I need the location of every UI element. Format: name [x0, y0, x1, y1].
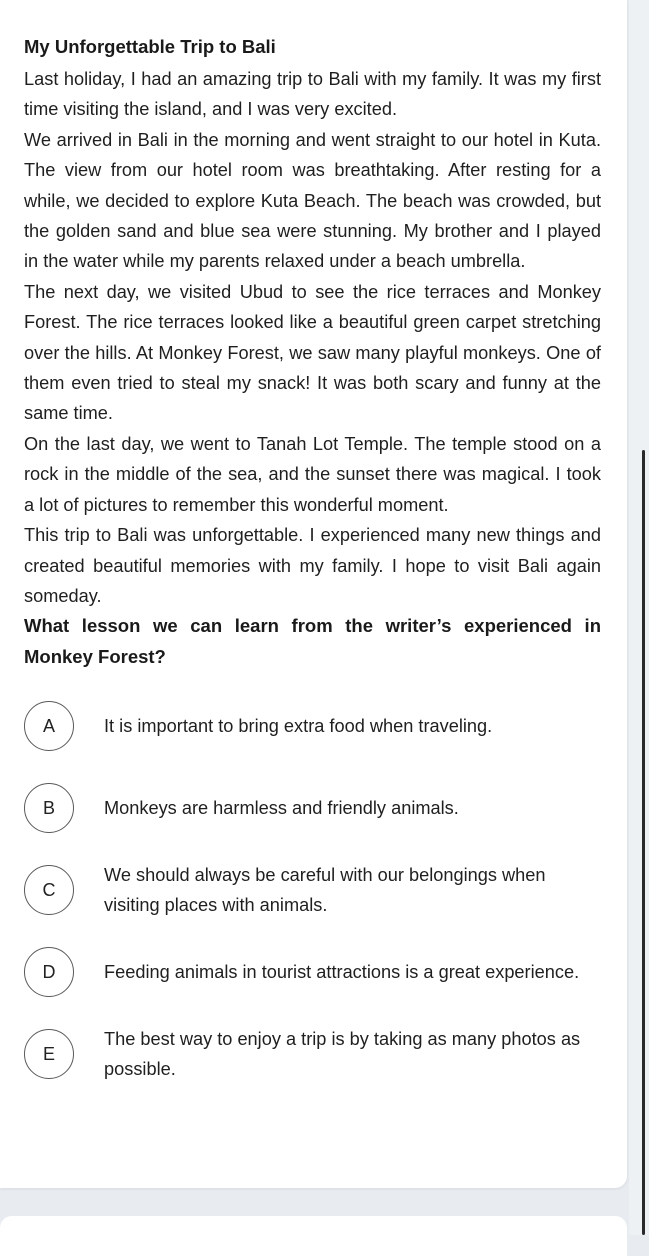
article-title: My Unforgettable Trip to Bali — [24, 36, 276, 57]
option-c-text[interactable]: We should always be careful with our belongings when visiting places with animals. — [104, 865, 546, 916]
article-paragraph-3: The next day, we visited Ubud to see the rice terraces and Monkey Forest. The rice terraces looked like a beautiful green carpet stretching over the hills. At Monkey Forest, we saw many playful monkeys. One of them even tried to steal my snack! It was both scary and funny at the same time. — [24, 281, 601, 424]
option-a-letter[interactable]: A — [24, 701, 74, 751]
option-e[interactable] — [24, 1026, 601, 1082]
option-b-letter[interactable]: B — [24, 783, 74, 833]
option-d-text[interactable]: Feeding animals in tourist attractions is a great experience. — [104, 962, 580, 983]
article-paragraph-1: Last holiday, I had an amazing trip to Bali with my family. It was my first time visiting the island, and I was very excited. — [24, 69, 601, 120]
article-paragraph-4: On the last day, we went to Tanah Lot Temple. The temple stood on a rock in the middle of the sea, and the sunset there was magical. I took a lot of pictures to remember this wonderful moment. — [24, 433, 601, 515]
option-e-letter[interactable]: E — [24, 1029, 74, 1079]
scrollbar-track — [629, 0, 649, 1235]
option-a-text[interactable]: It is important to bring extra food when traveling. — [104, 716, 493, 737]
next-card — [0, 1216, 627, 1256]
option-c-letter[interactable]: C — [24, 865, 74, 915]
option-b[interactable] — [24, 780, 601, 836]
article-paragraph-5: This trip to Bali was unforgettable. I experienced many new things and created beautiful memories with my family. I hope to visit Bali again someday. — [24, 525, 601, 606]
question-text: What lesson we can learn from the writer’s experienced in Monkey Forest? — [24, 615, 601, 667]
option-d[interactable] — [24, 944, 601, 1000]
scrollbar-thumb[interactable] — [642, 450, 645, 1235]
article-paragraph-2: We arrived in Bali in the morning and went straight to our hotel in Kuta. The view from our hotel room was breathtaking. After resting for a while, we decided to explore Kuta Beach. The beach was crowded, but the golden sand and blue sea were stunning. My brother and I played in the water while my parents relaxed under a beach umbrella. — [24, 129, 601, 272]
option-e-text[interactable]: The best way to enjoy a trip is by taking as many photos as possible. — [104, 1029, 581, 1080]
option-d-letter[interactable]: D — [24, 947, 74, 997]
option-c[interactable] — [24, 862, 601, 918]
option-a[interactable] — [24, 698, 601, 754]
option-b-text[interactable]: Monkeys are harmless and friendly animals. — [104, 798, 459, 819]
answer-options — [24, 698, 601, 1082]
